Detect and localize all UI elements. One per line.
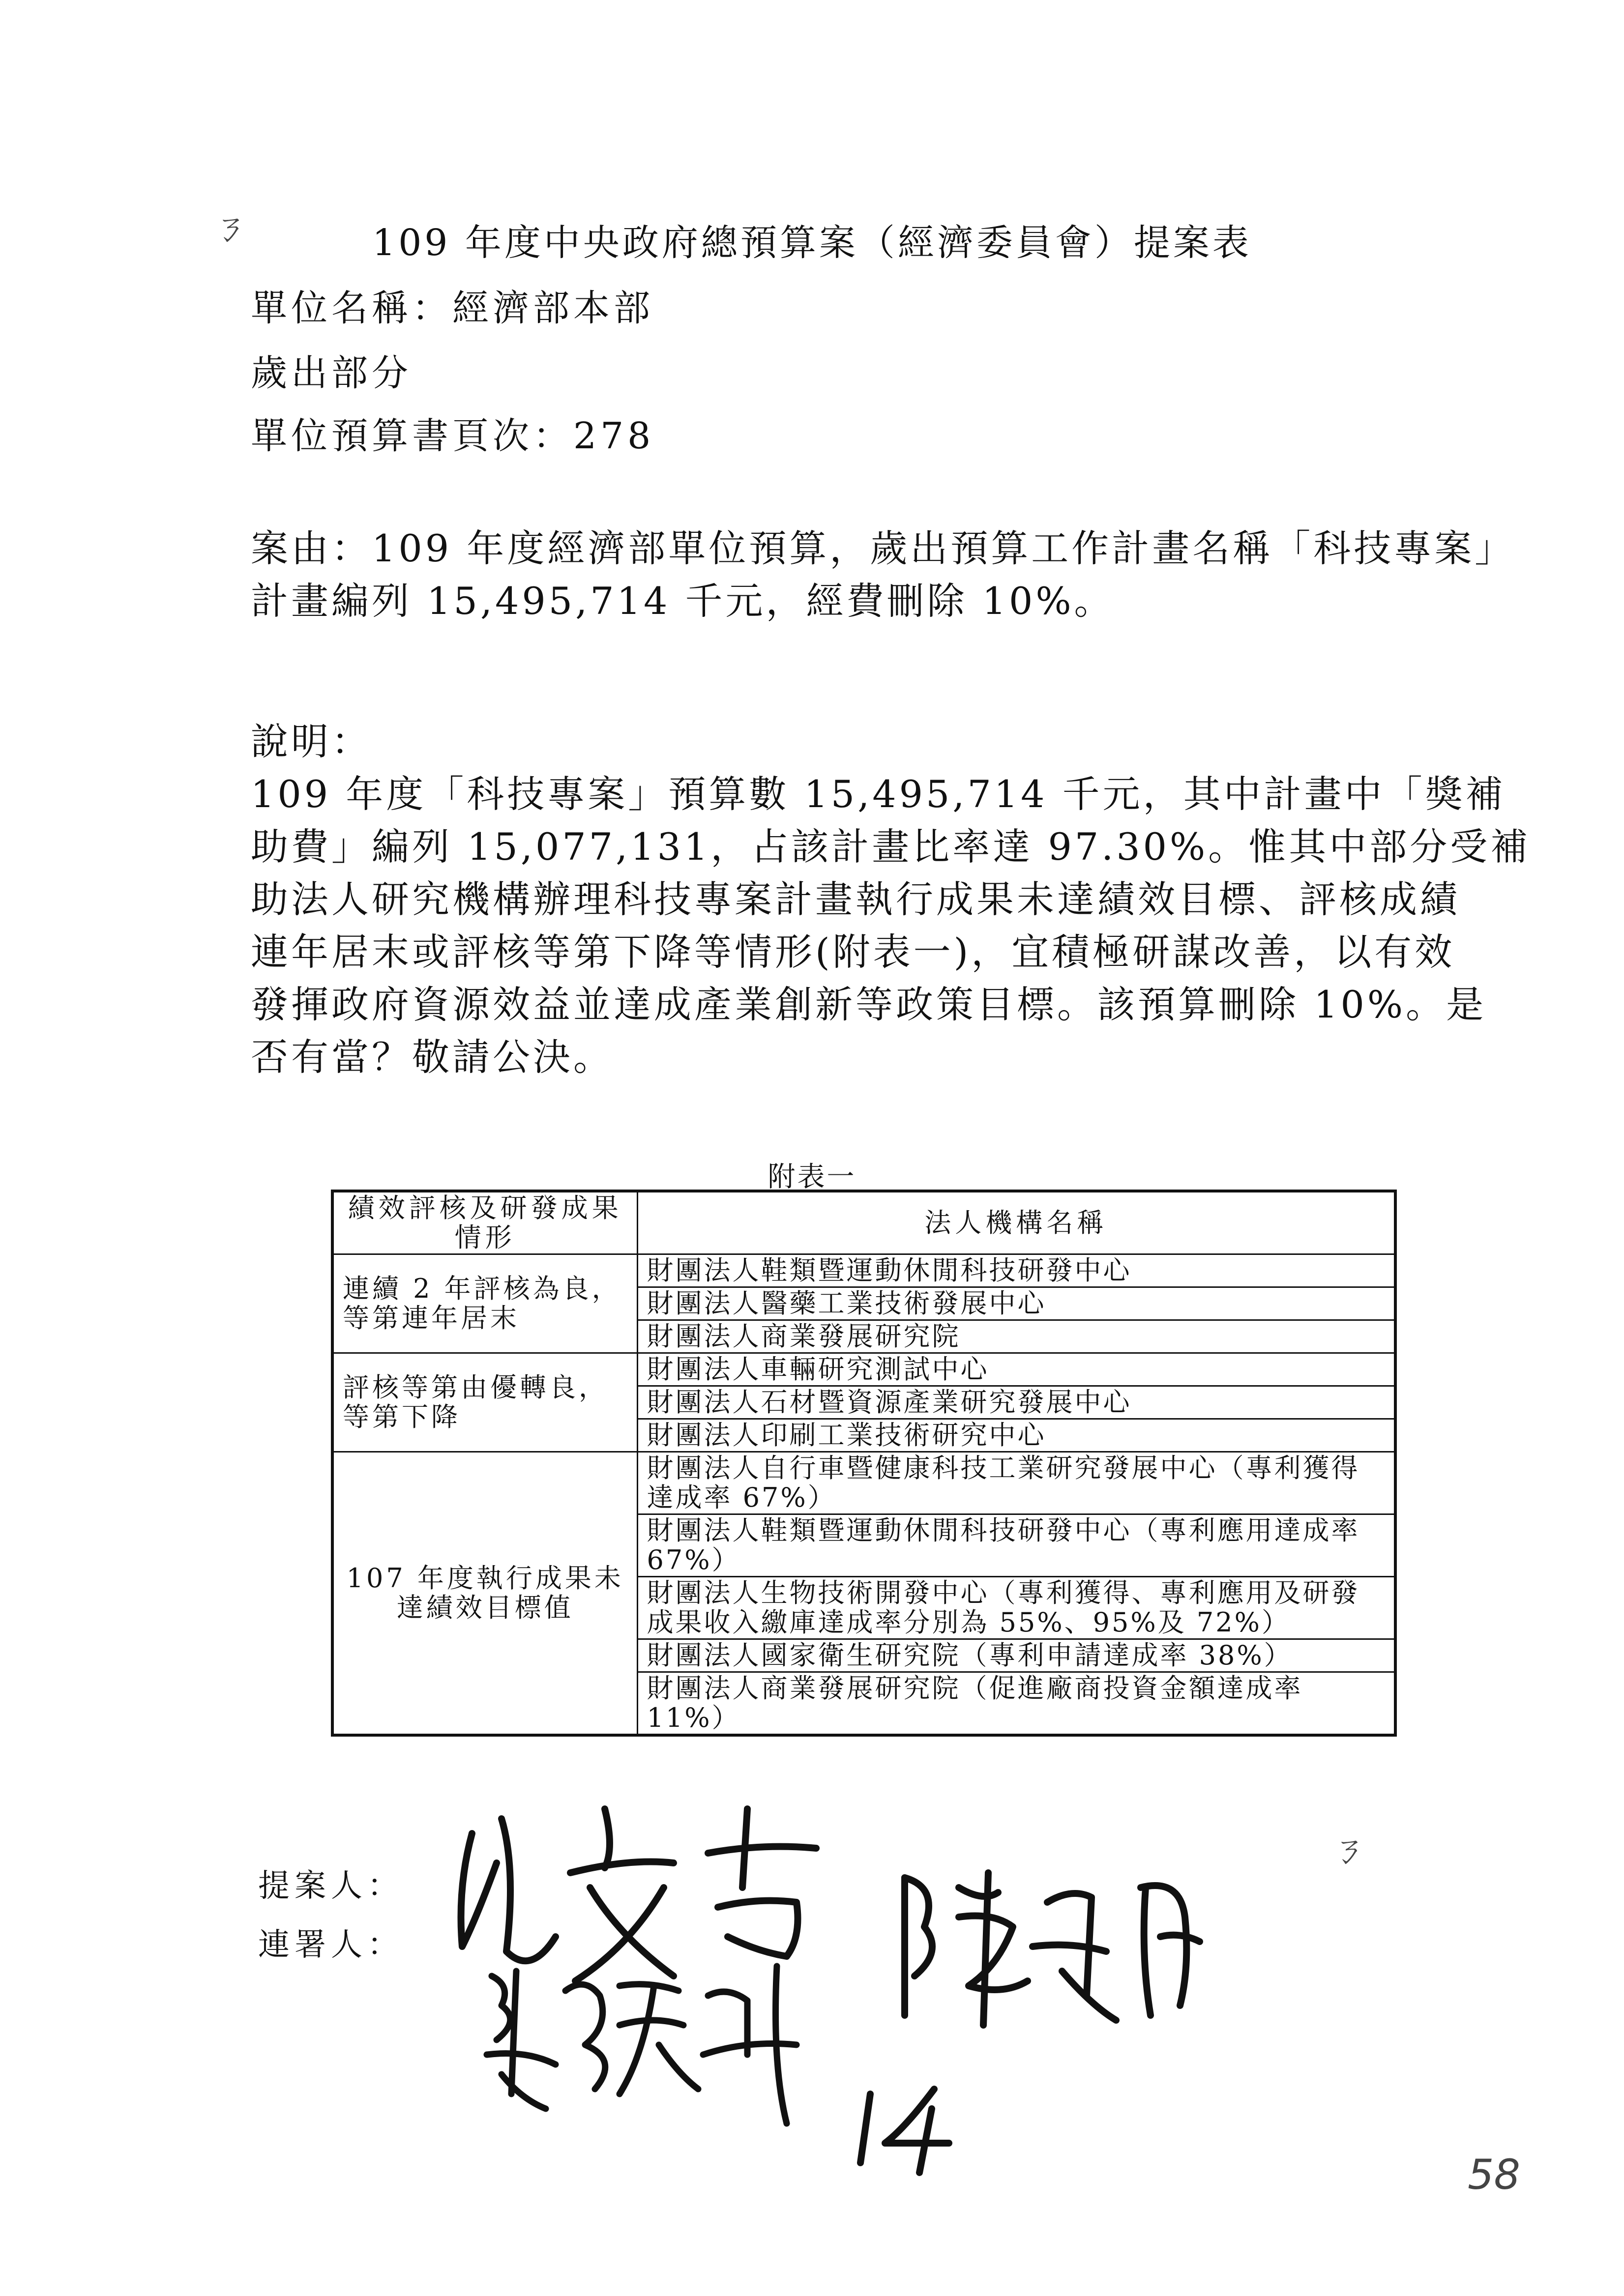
category-cell: 評核等第由優轉良，等第下降 bbox=[332, 1353, 637, 1452]
org-cell: 財團法人鞋類暨運動休閒科技研發中心 bbox=[637, 1254, 1395, 1287]
org-cell: 財團法人醫藥工業技術發展中心 bbox=[637, 1287, 1395, 1320]
org-cell: 財團法人商業發展研究院 bbox=[637, 1320, 1395, 1353]
explanation-heading: 說明： bbox=[251, 720, 372, 763]
org-cell: 財團法人鞋類暨運動休閒科技研發中心（專利應用達成率 67%） bbox=[637, 1514, 1395, 1577]
table-row bbox=[332, 1353, 1395, 1386]
margin-mark-left: ㄋ bbox=[209, 207, 245, 248]
org-cell: 財團法人車輛研究測試中心 bbox=[637, 1353, 1395, 1386]
page-number: 58 bbox=[1468, 2151, 1520, 2199]
cosigner-label: 連署人： bbox=[258, 1927, 404, 1963]
explanation-line: 助法人研究機構辦理科技專案計畫執行成果未達績效目標、評核成績 bbox=[251, 877, 1460, 921]
explanation-line: 否有當？敬請公決。 bbox=[251, 1035, 614, 1079]
category-cell: 107 年度執行成果未達績效目標值 bbox=[332, 1452, 637, 1736]
case-line: 計畫編列 15,495,714 千元，經費刪除 10%。 bbox=[251, 579, 1115, 623]
budget-page: 單位預算書頁次：278 bbox=[251, 415, 655, 457]
table-row bbox=[332, 1452, 1395, 1514]
table-row bbox=[332, 1254, 1395, 1287]
proposer-label: 提案人： bbox=[258, 1868, 404, 1904]
explanation-line: 連年居末或評核等第下降等情形(附表一)，宜積極研謀改善，以有效 bbox=[251, 930, 1455, 974]
handwritten-number bbox=[846, 2079, 964, 2178]
page-title: 109 年度中央政府總預算案（經濟委員會）提案表 bbox=[372, 222, 1252, 264]
org-cell: 財團法人商業發展研究院（促進廠商投資金額達成率 11%） bbox=[637, 1672, 1395, 1736]
header-org: 法人機構名稱 bbox=[637, 1191, 1395, 1254]
org-cell: 財團法人國家衛生研究院（專利申請達成率 38%） bbox=[637, 1639, 1395, 1672]
org-cell: 財團法人生物技術開發中心（專利獲得、專利應用及研發成果收入繳庫達成率分別為 55%、95%及 72%） bbox=[637, 1577, 1395, 1639]
signature-cosigner-2 bbox=[472, 1947, 846, 2143]
org-cell: 財團法人石材暨資源產業研究發展中心 bbox=[637, 1386, 1395, 1419]
margin-mark-right: ㄋ bbox=[1328, 1829, 1363, 1870]
table-caption: 附表一 bbox=[768, 1161, 856, 1193]
explanation-line: 發揮政府資源效益並達成產業創新等政策目標。該預算刪除 10%。是 bbox=[251, 983, 1487, 1026]
unit-name: 單位名稱：經濟部本部 bbox=[251, 287, 654, 329]
signature-cosigner-1 bbox=[885, 1858, 1229, 2035]
org-cell: 財團法人自行車暨健康科技工業研究發展中心（專利獲得達成率 67%） bbox=[637, 1452, 1395, 1514]
header-category: 績效評核及研發成果情形 bbox=[332, 1191, 637, 1254]
org-cell: 財團法人印刷工業技術研究中心 bbox=[637, 1419, 1395, 1452]
performance-table bbox=[331, 1190, 1397, 1737]
explanation-block bbox=[251, 715, 1531, 1083]
explanation-line: 助費」編列 15,077,131，占該計畫比率達 97.30%。惟其中部分受補 bbox=[251, 825, 1531, 869]
table-header-row bbox=[332, 1191, 1395, 1254]
category-cell: 連續 2 年評核為良，等第連年居末 bbox=[332, 1254, 637, 1353]
explanation-line: 109 年度「科技專案」預算數 15,495,714 千元，其中計畫中「獎補 bbox=[251, 772, 1506, 816]
case-block bbox=[251, 522, 1515, 627]
section-label: 歲出部分 bbox=[251, 352, 412, 394]
case-line: 案由：109 年度經濟部單位預算，歲出預算工作計畫名稱「科技專案」 bbox=[251, 526, 1515, 570]
